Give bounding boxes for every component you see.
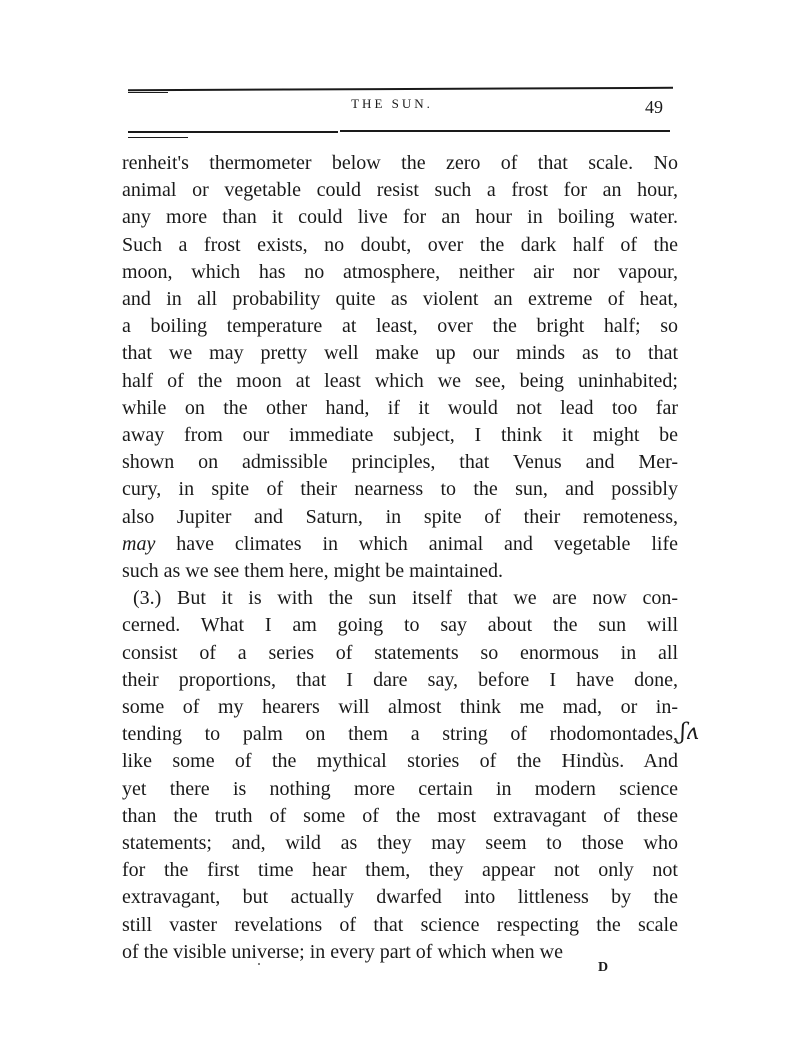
- header-rule-bottom-right: [340, 130, 670, 132]
- text-line: still vaster revelations of that science respecting the scale: [122, 913, 678, 936]
- text-line: away from our immediate subject, I think it might be: [122, 424, 678, 447]
- text-line: consist of a series of statements so enormous in all: [122, 641, 678, 664]
- text-line: extravagant, but actually dwarfed into littleness by the: [122, 886, 678, 909]
- text-line: also Jupiter and Saturn, in spite of their remoteness,: [122, 505, 678, 528]
- body-text: [122, 150, 678, 966]
- header-rule-top: [128, 87, 673, 91]
- text-line-rest: have climates in which animal and vegetable life: [155, 532, 678, 555]
- text-line: than the truth of some of the most extravagant of these: [122, 804, 678, 827]
- page-number: 49: [645, 97, 663, 117]
- text-line: cury, in spite of their nearness to the sun, and possibly: [122, 478, 678, 501]
- text-line: of the visible universe; in every part of which when we: [122, 940, 563, 963]
- handwritten-margin-note: ʃʌ: [680, 720, 699, 745]
- text-line: yet there is nothing more certain in modern science: [122, 777, 678, 800]
- text-line: such as we see them here, might be maintained.: [122, 560, 503, 583]
- text-line: Such a frost exists, no doubt, over the dark half of the: [122, 233, 678, 256]
- italic-word: may: [122, 532, 156, 555]
- text-line: renheit's thermometer below the zero of that scale. No: [122, 152, 678, 174]
- text-line: moon, which has no atmosphere, neither air nor vapour,: [122, 260, 678, 283]
- text-line: some of my hearers will almost think me mad, or in-: [122, 696, 678, 719]
- text-line: (3.) But it is with the sun itself that we are now con-: [133, 587, 678, 610]
- header-rule-bottom-short: [128, 137, 188, 138]
- running-title: THE SUN.: [351, 96, 433, 111]
- header-rule-bottom-left: [128, 131, 338, 133]
- header-rule-top-short: [128, 92, 168, 93]
- running-head: [0, 96, 800, 112]
- text-line: any more than it could live for an hour in boiling water.: [122, 206, 678, 229]
- text-line: for the first time hear them, they appear not only not: [122, 859, 678, 882]
- text-line: their proportions, that I dare say, before I have done,: [122, 668, 678, 691]
- text-line: and in all probability quite as violent an extreme of heat,: [122, 288, 678, 311]
- text-line: shown on admissible principles, that Venus and Mer-: [122, 451, 678, 474]
- text-line: like some of the mythical stories of the Hindùs. And: [122, 750, 678, 773]
- text-line: [122, 531, 678, 558]
- ink-speck: [258, 963, 260, 965]
- text-line: a boiling temperature at least, over the bright half; so: [122, 315, 678, 338]
- text-line: while on the other hand, if it would not lead too far: [122, 396, 678, 419]
- signature-mark: D: [598, 960, 610, 975]
- text-line: cerned. What I am going to say about the sun will: [122, 614, 678, 637]
- text-line: half of the moon at least which we see, being uninhabited;: [122, 369, 678, 392]
- text-line: animal or vegetable could resist such a frost for an hour,: [122, 179, 678, 202]
- text-line: tending to palm on them a string of rhodomontades,: [122, 723, 678, 746]
- text-line: that we may pretty well make up our minds as to that: [122, 342, 678, 365]
- text-line: statements; and, wild as they may seem to those who: [122, 832, 678, 855]
